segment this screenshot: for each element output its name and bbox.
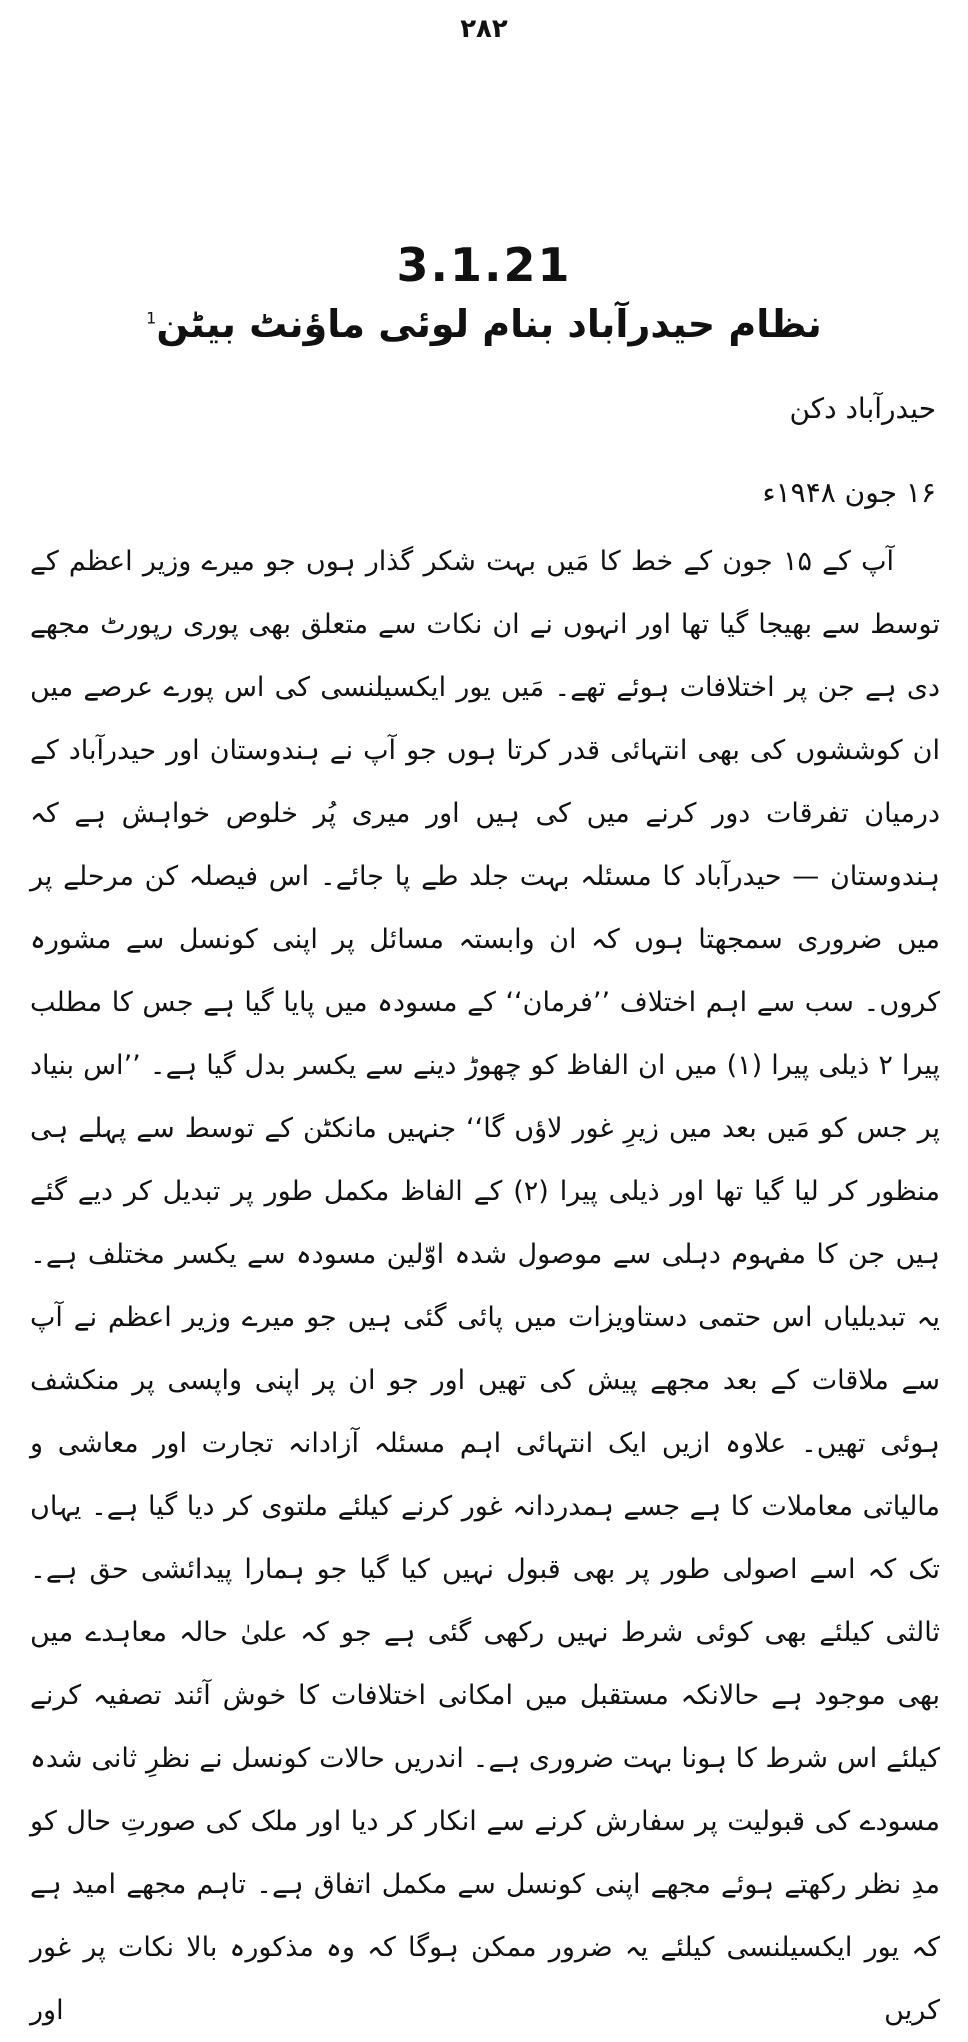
letter-date: ۱۶ جون ۱۹۴۸ء bbox=[762, 476, 936, 509]
footnote-marker: 1 bbox=[146, 308, 157, 328]
page-number: ۲۸۲ bbox=[460, 14, 508, 44]
letter-body-paragraph: آپ کے ۱۵ جون کے خط کا مَیں بہت شکر گذار ہوں جو میرے وزیر اعظم کے توسط سے بھیجا گیا تھا اور انہوں نے ان نکات سے متعلق بھی پوری رپورٹ مجھے دی ہے جن پر اختلافات ہوئے تھے۔ مَیں یور ایکسیلنسی کی اس پورے عرصے میں ان کوششوں کی بھی انتہائی قدر کرتا ہوں جو آپ نے ہندوستان اور حیدرآباد کے درمیان تفرقات دور کرنے میں کی ہیں اور میری پُر خلوص خواہش ہے کہ ہندوستان — حیدرآباد کا مسئلہ بہت جلد طے پا جائے۔ اس فیصلہ کن مرحلے پر میں ضروری سمجھتا ہوں کہ ان وابستہ مسائل پر اپنی کونسل سے مشورہ کروں۔ سب سے اہم اختلاف ’’فرمان‘‘ کے مسودہ میں پایا گیا ہے جس کا مطلب پیرا ۲ ذیلی پیرا (۱) میں ان الفاظ کو چھوڑ دینے سے یکسر بدل گیا ہے۔ ’’اس بنیاد پر جس کو مَیں بعد میں زیرِ غور لاؤں گا‘‘ جنہیں مانکٹن کے توسط سے پہلے ہی منظور کر لیا گیا تھا اور ذیلی پیرا (۲) کے الفاظ مکمل طور پر تبدیل کر دیے گئے ہیں جن کا مفہوم دہلی سے موصول شدہ اوّلین مسودہ سے یکسر مختلف ہے۔ یہ تبدیلیاں اس حتمی دستاویزات میں پائی گئی ہیں جو میرے وزیر اعظم نے آپ سے ملاقات کے بعد مجھے پیش کی تھیں اور جو ان پر اپنی واپسی پر منکشف ہوئی تھیں۔ علاوہ ازیں ایک انتہائی اہم مسئلہ آزادانہ تجارت اور معاشی و مالیاتی معاملات کا ہے جسے ہمدردانہ غور کرنے کیلئے ملتوی کر دیا گیا ہے۔ یہاں تک کہ اسے اصولی طور پر بھی قبول نہیں کیا گیا جو ہمارا پیدائشی حق ہے۔ ثالثی کیلئے بھی کوئی شرط نہیں رکھی گئی ہے جو کہ علیٰ حالہ معاہدے میں بھی موجود ہے حالانکہ مستقبل میں امکانی اختلافات کا خوش آئند تصفیہ کرنے کیلئے اس شرط کا ہونا بہت ضروری ہے۔ اندریں حالات کونسل نے نظرِ ثانی شدہ مسودے کی قبولیت پر سفارش کرنے سے انکار کر دیا اور ملک کی صورتِ حال کو مدِ نظر رکھتے ہوئے مجھے اپنی کونسل سے مکمل اتفاق ہے۔ تاہم مجھے امید ہے کہ یور ایکسیلنسی کیلئے یہ ضرور ممکن ہوگا کہ وہ مذکورہ بالا نکات پر غور کریں اور bbox=[30, 546, 940, 2026]
document-title-text: نظام حیدرآباد بنام لوئی ماؤنٹ بیٹن bbox=[156, 302, 822, 346]
document-number: 3.1.21 bbox=[396, 238, 572, 292]
letter-body bbox=[30, 530, 940, 2042]
document-title bbox=[0, 302, 968, 346]
letter-place: حیدرآباد دکن bbox=[789, 392, 936, 425]
